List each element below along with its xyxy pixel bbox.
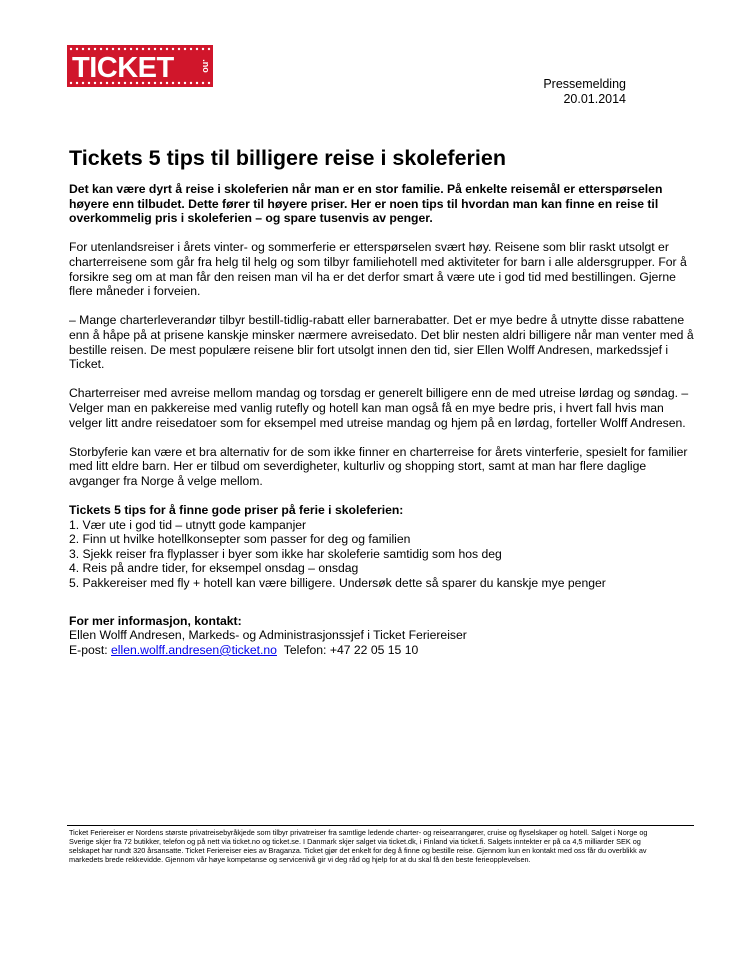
tip-item: 3. Sjekk reiser fra flyplasser i byer som ikke har skoleferie samtidig som hos deg (69, 546, 502, 561)
logo-wordmark: TICKET (72, 52, 174, 84)
tips-section (69, 503, 697, 591)
email-link[interactable]: ellen.wolff.andresen@ticket.no (111, 642, 277, 657)
footer-divider (67, 825, 694, 826)
page-title: Tickets 5 tips til billigere reise i skoleferien (69, 146, 506, 170)
document-date: 20.01.2014 (563, 92, 626, 106)
body-paragraph: Charterreiser med avreise mellom mandag og torsdag er generelt billigere enn de med utreise lørdag og søndag. – Velger man en pakkereise med vanlig rutefly og hotell kan man også få en mye bedre pris, i hvert fall hvis man velger litt andre reisedatoer som for eksempel med utreise mandag og hjem på en lørdag, forteller Wolff Andresen. (69, 386, 689, 430)
tip-item: 2. Finn ut hvilke hotellkonsepter som passer for deg og familien (69, 532, 411, 547)
phone-number: Telefon: +47 22 05 15 10 (283, 642, 419, 657)
tip-item: 4. Reis på andre tider, for eksempel onsdag – onsdag (69, 561, 359, 576)
document-meta (543, 77, 626, 107)
body-paragraph: Storbyferie kan være et bra alternativ for de som ikke finner en charterreise for årets vinterferie, spesielt for familier med litt eldre barn. Her er tilbud om severdigheter, kulturliv og shopping stort, samt at man har flere daglige avganger fra Norge å velge mellom. (69, 444, 688, 488)
ticket-logo (67, 45, 213, 87)
tips-heading: Tickets 5 tips for å finne gode priser på ferie i skoleferien: (69, 503, 404, 518)
logo-domain-suffix: .no (201, 59, 211, 73)
company-boilerplate: Ticket Feriereiser er Nordens største privatreisebyråkjede som tilbyr privatreiser fra samtlige ledende charter- og reisearrangører, cruise og flyselskaper og hotell. Salget i Norge og Sverige skjer fra 72 butikker, telefon og på nett via ticket.no og ticket.se. I Danmark skjer salget via ticket.dk, i Finland via ticket.fi. Salgets inntekter er på ca 4,5 milliarder SEK og selskapet har rundt 320 årsansatte. Ticket Feriereiser eies av Braganza. Ticket gjør det enkelt for deg å finne og bestille reise. Gjennom kun en kontakt med oss får du overblikk av markedets brede rekkevidde. Gjennom vår høye kompetanse og servicenivå gir vi deg råd og hjelp for at du skal få den beste ferieopplevelsen. (69, 828, 648, 864)
tip-item: 1. Vær ute i god tid – utnytt gode kampanjer (69, 517, 307, 532)
email-label: E-post: (69, 642, 108, 657)
tips-list (69, 518, 697, 591)
lead-paragraph: Det kan være dyrt å reise i skoleferien når man er en stor familie. På enkelte reisemål er etterspørselen høyere enn tilbudet. Dette fører til høyere priser. Her er noen tips til hvordan man kan finne en reise til overkommelig pris i skoleferien – og spare tusenvis av penger. (69, 182, 663, 226)
body-paragraph: – Mange charterleverandør tilbyr bestill-tidlig-rabatt eller barnerabatter. Det er mye bedre å utnytte disse rabattene enn å håpe på at prisene kanskje minsker nærmere avreisedato. Det blir nesten aldri billigere når man venter med å bestille reisen. De mest populære reisene blir fort utsolgt innen den tid, sier Ellen Wolff Andresen, markedssjef i Ticket. (69, 313, 694, 372)
contact-section (69, 614, 697, 658)
document-type: Pressemelding (543, 77, 626, 91)
article-body (69, 182, 697, 657)
body-paragraph: For utenlandsreiser i årets vinter- og sommerferie er etterspørselen svært høy. Reisene som blir raskt utsolgt er charterreisene som går fra helg til helg og som tilbyr familiehotell med aktiviteter for barn i alle aldersgrupper. For å forsikre seg om at man får den reisen man vil ha er det derfor smart å være ute i god tid med bestillingen. Gjerne flere måneder i forveien. (69, 240, 687, 299)
contact-heading: For mer informasjon, kontakt: (69, 613, 242, 628)
contact-person: Ellen Wolff Andresen, Markeds- og Administrasjonssjef i Ticket Feriereiser (69, 628, 467, 643)
tip-item: 5. Pakkereiser med fly + hotell kan være billigere. Undersøk dette så sparer du kanskje mye penger (69, 576, 606, 591)
contact-line (69, 643, 697, 658)
